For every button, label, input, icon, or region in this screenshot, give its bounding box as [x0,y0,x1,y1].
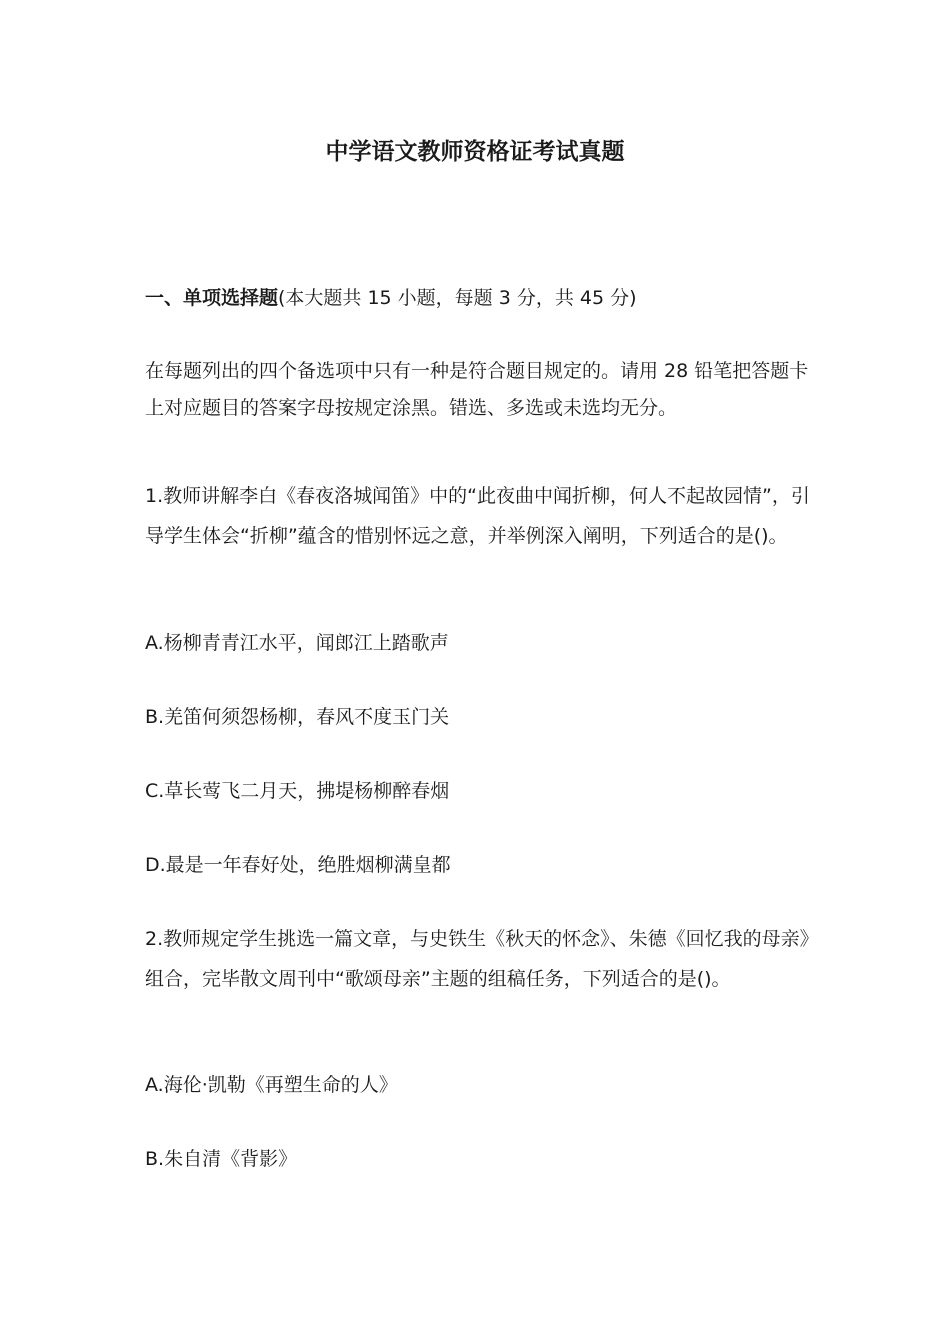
document-title: 中学语文教师资格证考试真题 [325,139,625,165]
question-1-option-c: C.草长莺飞二月天，拂堤杨柳醉春烟 [145,780,450,802]
question-2-stem: 2.教师规定学生挑选一篇文章，与史铁生《秋天的怀念》、朱德《回忆我的母亲》组合，完毕散文周刊中“歌颂母亲”主题的组稿任务，下列适合的是()。 [145,928,810,990]
question-1-option-a: A.杨柳青青江水平，闻郎江上踏歌声 [145,632,449,654]
section-instructions: 在每题列出的四个备选项中只有一种是符合题目规定的。请用 28 铅笔把答题卡上对应题目的答案字母按规定涂黑。错选、多选或未选均无分。 [145,360,809,419]
question-1-option-d: D.最是一年春好处，绝胜烟柳满皇都 [145,854,451,876]
question-2-option-a: A.海伦·凯勒《再塑生命的人》 [145,1074,398,1096]
question-1-option-b: B.羌笛何须怨杨柳，春风不度玉门关 [145,706,450,728]
section-heading-label: 一、单项选择题 [145,287,279,309]
section-heading [145,280,810,317]
question-1-stem: 1.教师讲解李白《春夜洛城闻笛》中的“此夜曲中闻折柳，何人不起故园情”，引导学生体会“折柳”蕴含的惜别怀远之意，并举例深入阐明，下列适合的是()。 [145,485,810,547]
question-2-option-b: B.朱自清《背影》 [145,1148,298,1170]
section-heading-note: (本大题共 15 小题，每题 3 分，共 45 分) [278,287,637,309]
